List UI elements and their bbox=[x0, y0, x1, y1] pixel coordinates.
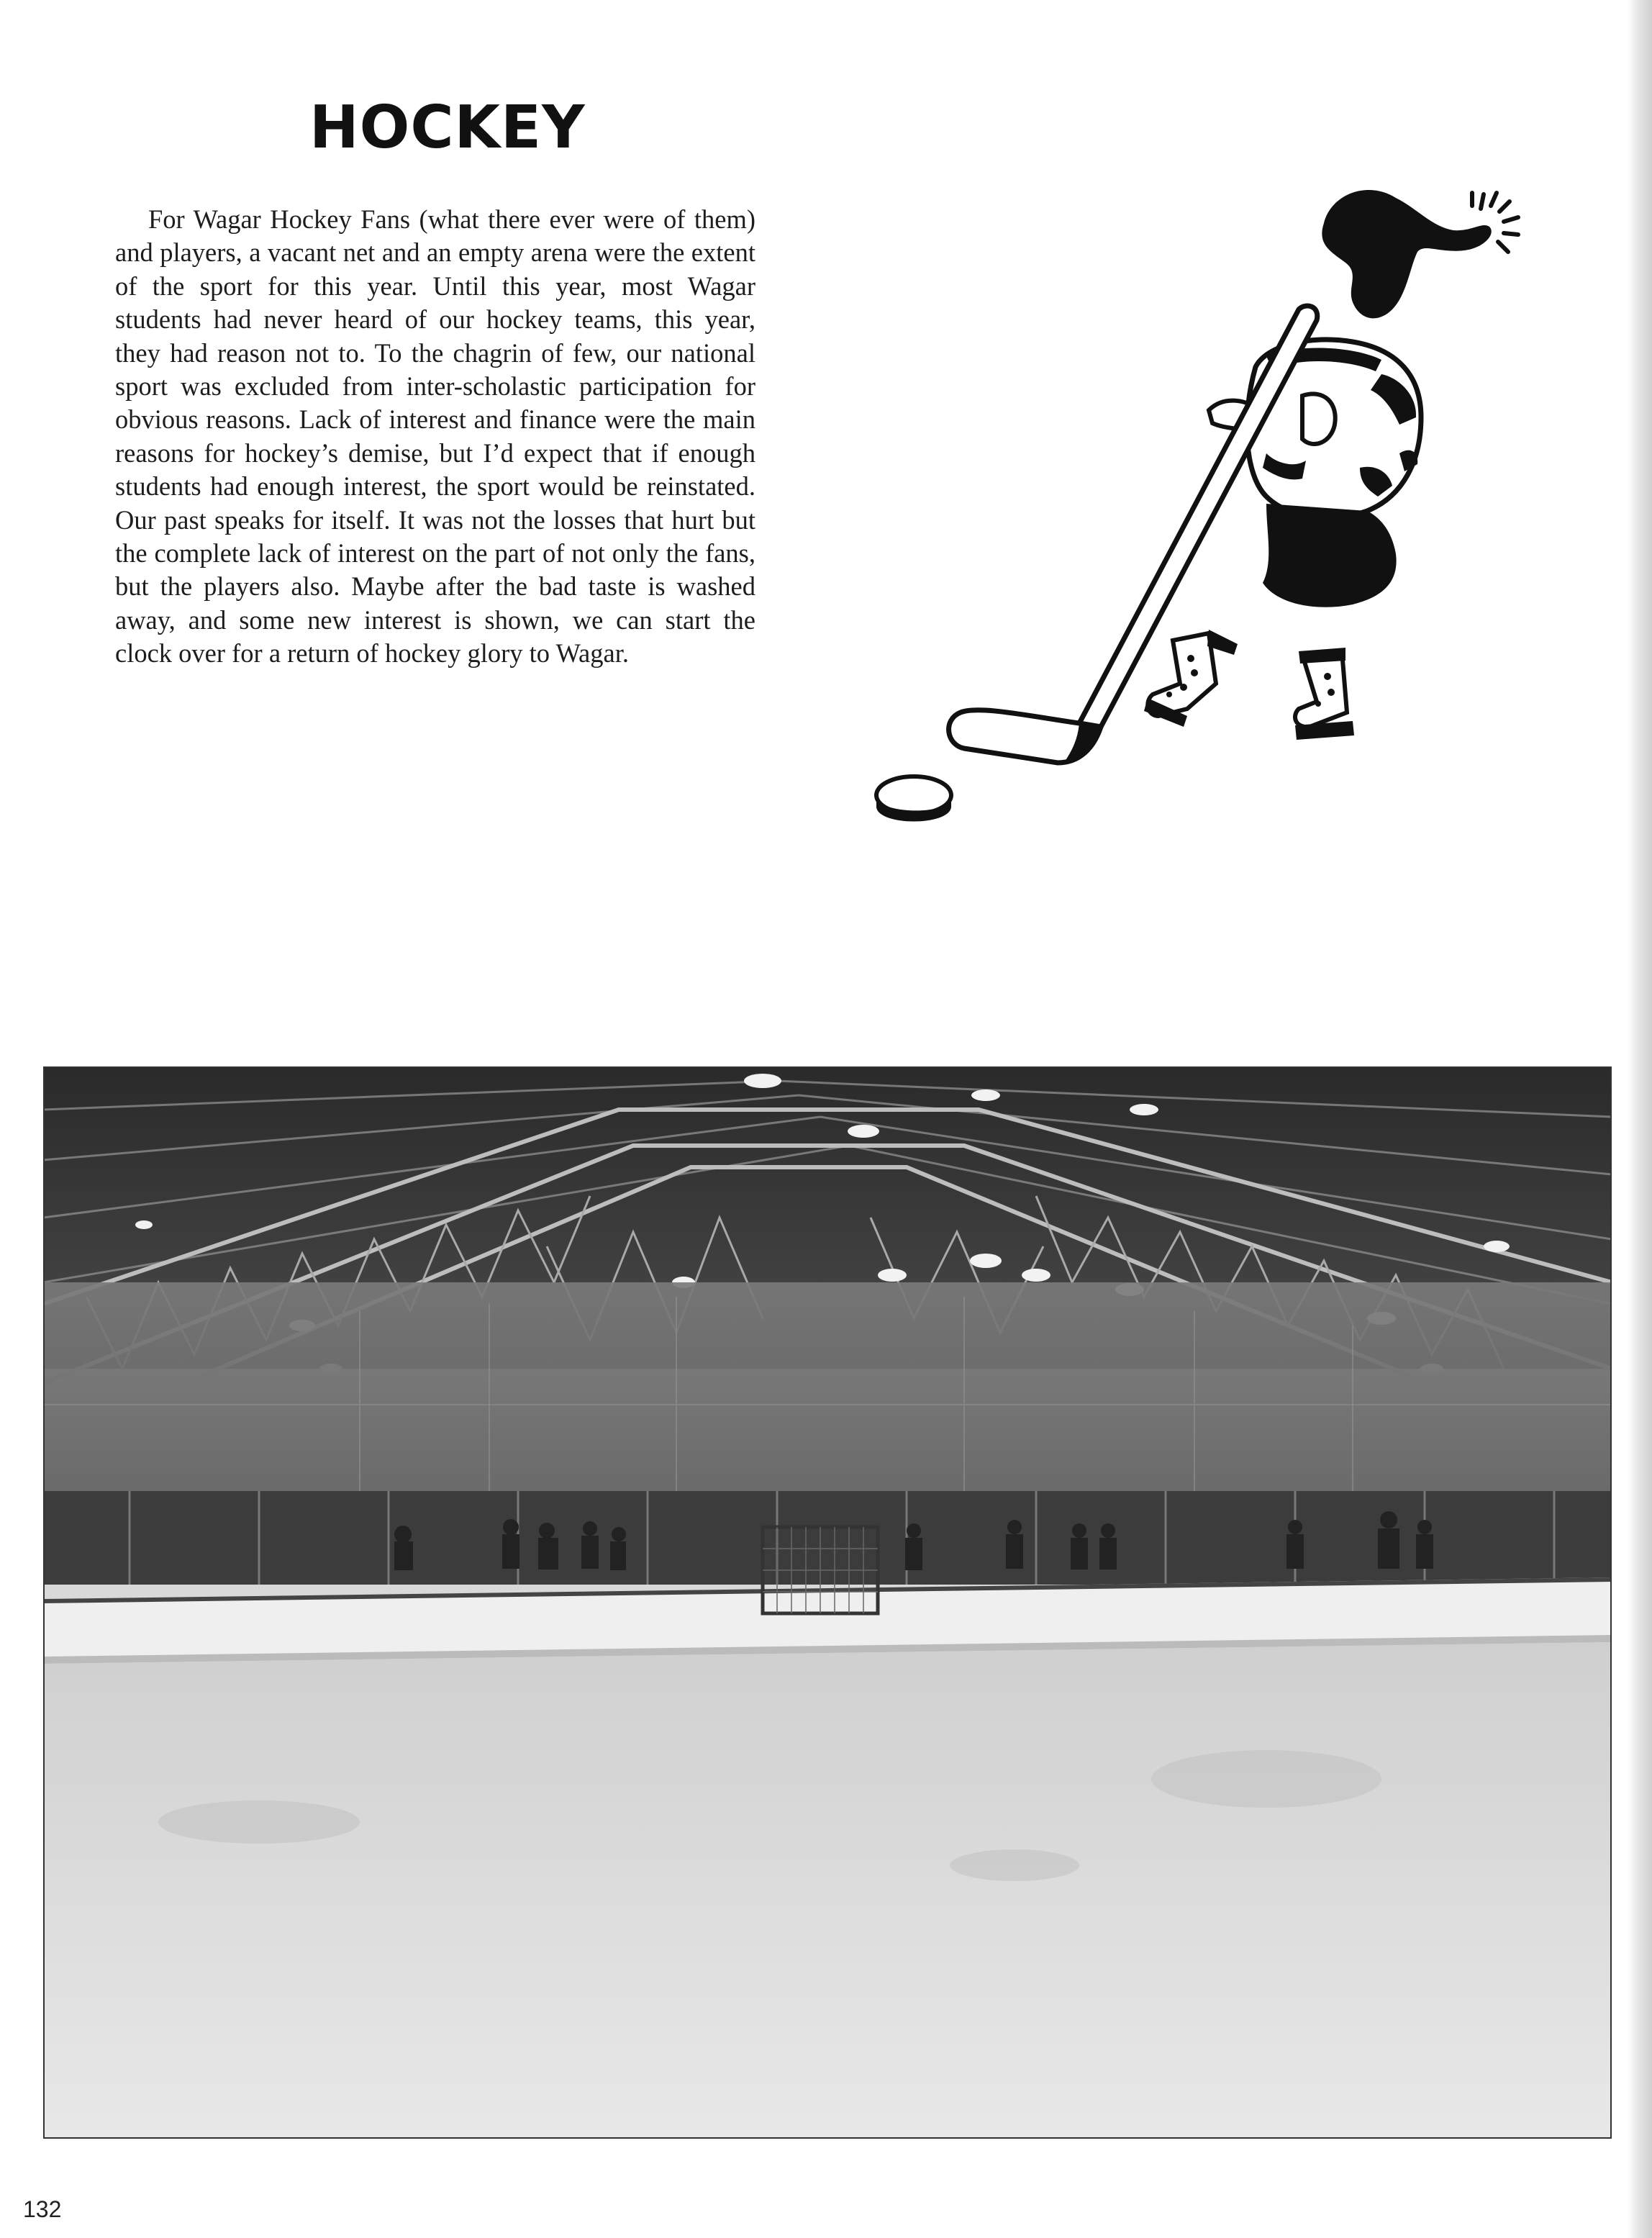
pants-icon bbox=[1263, 504, 1397, 607]
puck-icon bbox=[876, 776, 951, 822]
page-number: 132 bbox=[23, 2196, 62, 2222]
page-title: HOCKEY bbox=[309, 94, 586, 162]
page-edge bbox=[1628, 0, 1652, 2238]
empty-arena-photo bbox=[43, 1066, 1612, 2139]
skate-left-icon bbox=[1144, 630, 1238, 727]
hockey-stick-icon bbox=[949, 306, 1317, 763]
toque-icon bbox=[1322, 190, 1518, 318]
article-body: For Wagar Hockey Fans (what there ever were of them) and players, a vacant net and an empty arena were the extent of the sport for this year. Until this year, most Wagar students had never heard of our hockey teams, this year, they had reason not to. To the chagrin of few, our national sport was excluded from inter-scholastic participation for obvious reasons. Lack of interest and finance were the main reasons for hockey’s demise, but I’d expect that if enough students had enough interest, the sport would be reinstated. Our past speaks for itself. It was not the losses that hurt but the complete lack of interest on the part of not only the fans, but the players also. Maybe after the bad taste is washed away, and some new interest is shown, we can start the clock over for a return of hockey glory to Wagar. bbox=[115, 204, 755, 669]
skate-right-icon bbox=[1295, 648, 1354, 740]
hockey-player-cartoon-icon bbox=[863, 180, 1554, 842]
